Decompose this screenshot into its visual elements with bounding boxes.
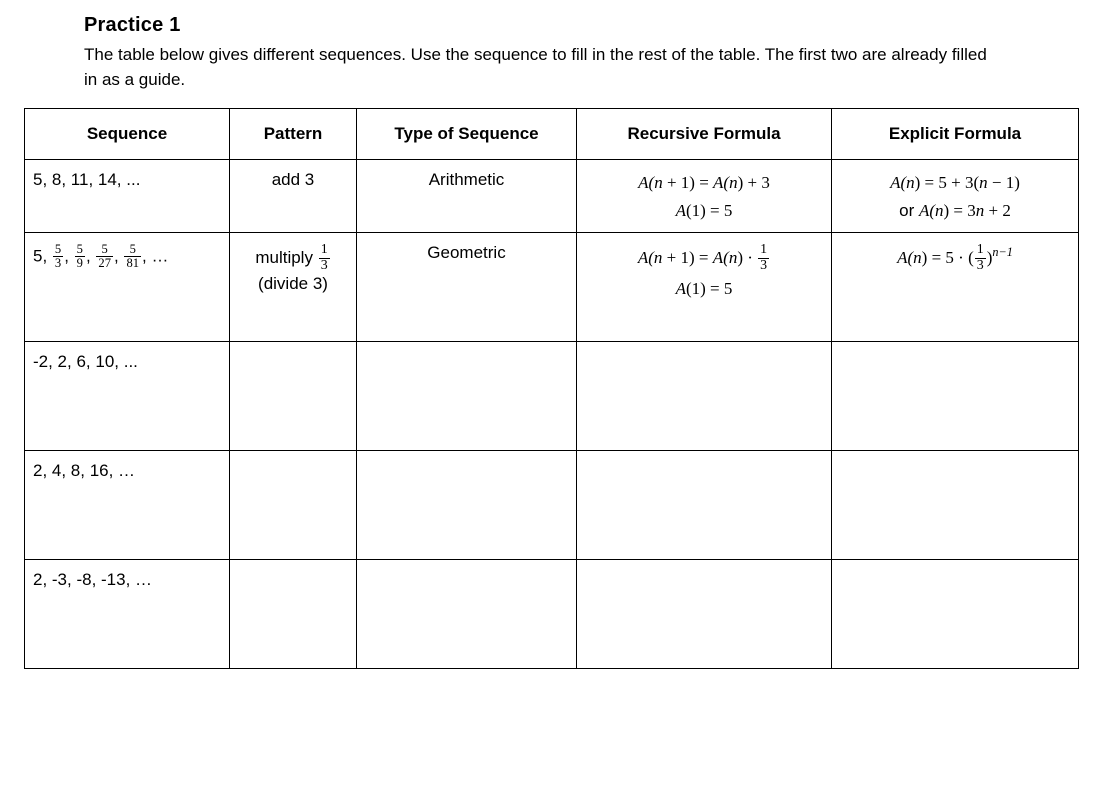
explicit-value-3 (832, 342, 1078, 450)
sequence-value-2: 5, $\frac{5}{3}$ , $\frac{5}{9}$ , $\frac{5}{27}$ , $\frac{5}{81}$ , … (33, 242, 169, 271)
pattern-line-2a: multiply $\frac{1}{3}$ (255, 242, 328, 273)
pattern-value-5 (230, 560, 356, 668)
column-header-explicit: Explicit Formula (832, 109, 1079, 160)
column-header-recursive: Recursive Formula (577, 109, 832, 160)
cell-sequence-1 (25, 160, 230, 233)
cell-sequence-2 (25, 233, 230, 342)
explicit-value-1 (832, 160, 1078, 232)
table-row (25, 160, 1079, 233)
type-value-2: Geometric (427, 243, 506, 263)
sequence-value-5: 2, -3, -8, -13, … (33, 570, 153, 590)
cell-explicit-3[interactable] (832, 342, 1079, 451)
recursive-line-1b: A(1) = 5 (675, 200, 733, 220)
recursive-value-1 (577, 160, 831, 232)
cell-type-5[interactable] (357, 560, 577, 669)
sequences-table (24, 108, 1079, 669)
cell-type-3[interactable] (357, 342, 577, 451)
cell-sequence-5 (25, 560, 230, 669)
table-row (25, 451, 1079, 560)
cell-recursive-1[interactable] (577, 160, 832, 233)
cell-pattern-4[interactable] (230, 451, 357, 560)
recursive-value-3 (577, 342, 831, 450)
cell-sequence-3 (25, 342, 230, 451)
cell-explicit-2[interactable] (832, 233, 1079, 342)
pattern-value-4 (230, 451, 356, 559)
table-header-row (25, 109, 1079, 160)
pattern-value-1: add 3 (271, 170, 315, 190)
sequence-value-1: 5, 8, 11, 14, ... (33, 170, 141, 190)
cell-explicit-4[interactable] (832, 451, 1079, 560)
recursive-value-5 (577, 560, 831, 668)
pattern-line-2b: (divide 3) (258, 273, 328, 293)
cell-recursive-3[interactable] (577, 342, 832, 451)
cell-explicit-5[interactable] (832, 560, 1079, 669)
cell-recursive-5[interactable] (577, 560, 832, 669)
recursive-line-2b: A(1) = 5 (675, 278, 733, 298)
instructions-text: The table below gives different sequences. Use the sequence to fill in the rest of the table. The first two are already filled in as a guide. (84, 45, 987, 89)
recursive-line-1a: A(n + 1) = A(n) + 3 (638, 173, 770, 193)
recursive-line-2a: A(n + 1) = A(n) · $\frac{1}{3}$ (637, 242, 768, 273)
column-header-pattern: Pattern (230, 109, 357, 160)
cell-type-2[interactable] (357, 233, 577, 342)
sequence-value-4: 2, 4, 8, 16, … (33, 461, 136, 481)
cell-pattern-5[interactable] (230, 560, 357, 669)
explicit-line-2a: A(n) = 5 · ( $\frac{1}{3}$ )$^{n-1}$ (897, 242, 1013, 273)
cell-pattern-2[interactable] (230, 233, 357, 342)
explicit-line-1a: A(n) = 5 + 3(n − 1) (890, 173, 1020, 193)
table-row (25, 342, 1079, 451)
table-row (25, 560, 1079, 669)
cell-sequence-4 (25, 451, 230, 560)
cell-pattern-3[interactable] (230, 342, 357, 451)
cell-recursive-2[interactable] (577, 233, 832, 342)
cell-explicit-1[interactable] (832, 160, 1079, 233)
type-value-4 (357, 451, 576, 559)
explicit-value-4 (832, 451, 1078, 559)
recursive-value-2 (577, 233, 831, 341)
type-value-5 (357, 560, 576, 668)
pattern-value-3 (230, 342, 356, 450)
explicit-line-1b: or A(n) = 3n + 2 (899, 200, 1011, 220)
cell-type-1[interactable] (357, 160, 577, 233)
page-title: Practice 1 (84, 14, 181, 36)
cell-pattern-1[interactable] (230, 160, 357, 233)
type-value-3 (357, 342, 576, 450)
explicit-value-2 (832, 233, 1078, 341)
explicit-value-5 (832, 560, 1078, 668)
type-value-1: Arithmetic (428, 170, 505, 190)
cell-recursive-4[interactable] (577, 451, 832, 560)
cell-type-4[interactable] (357, 451, 577, 560)
recursive-value-4 (577, 451, 831, 559)
column-header-sequence: Sequence (25, 109, 230, 160)
column-header-type: Type of Sequence (357, 109, 577, 160)
pattern-value-2 (230, 233, 356, 341)
sequence-value-3: -2, 2, 6, 10, ... (33, 352, 138, 372)
table-row (25, 233, 1079, 342)
